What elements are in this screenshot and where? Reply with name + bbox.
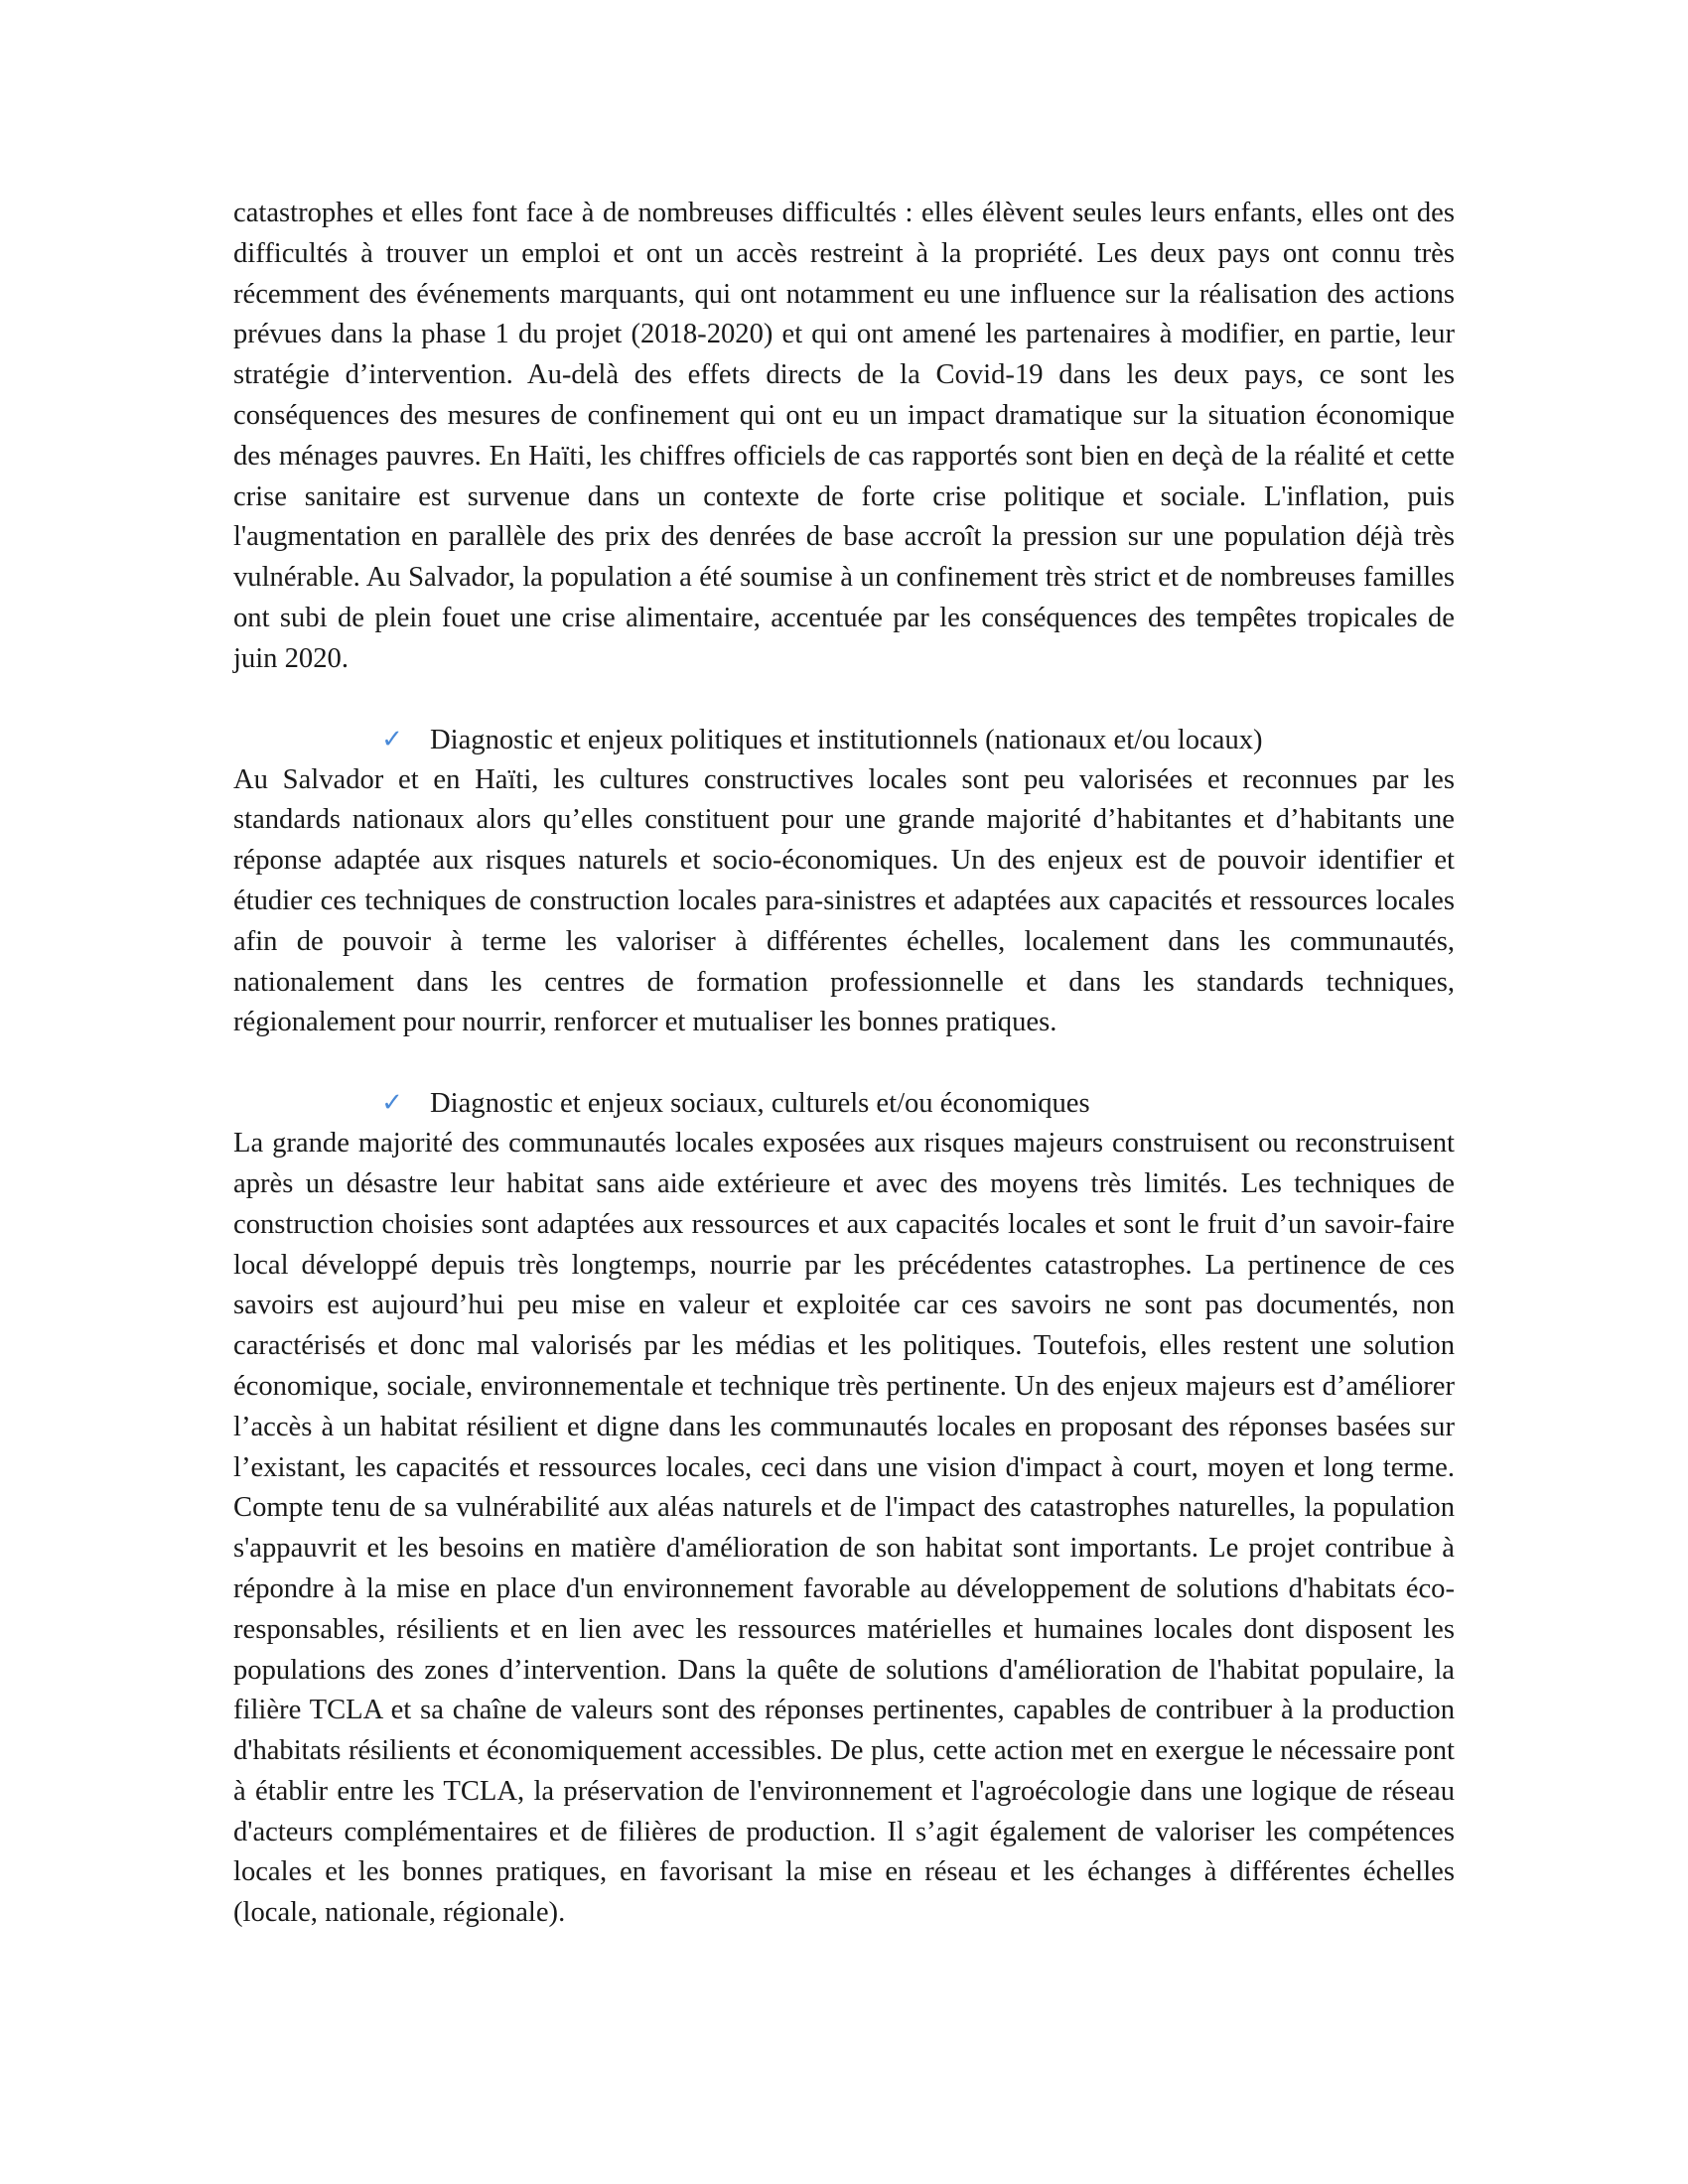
section-heading-text: Diagnostic et enjeux politiques et institutionnels (nationaux et/ou locaux) bbox=[430, 724, 1263, 755]
section-heading bbox=[233, 1083, 1455, 1124]
section-heading bbox=[233, 720, 1455, 760]
section-heading-text: Diagnostic et enjeux sociaux, culturels et/ou économiques bbox=[430, 1088, 1090, 1120]
checkmark-icon: ✓ bbox=[381, 1088, 403, 1119]
section-body-paragraph: Au Salvador et en Haïti, les cultures constructives locales sont peu valorisées et reconnues par les standards nationaux alors qu’elles constituent pour une grande majorité d’habitantes et d’habitants une réponse adaptée aux risques naturels et socio-économiques. Un des enjeux est de pouvoir identifier et étudier ces techniques de construction locales para-sinistres et adaptées aux capacités et ressources locales afin de pouvoir à terme les valoriser à différentes échelles, localement dans les communautés, nationalement dans les centres de formation professionnelle et dans les standards techniques, régionalement pour nourrir, renforcer et mutualiser les bonnes pratiques. bbox=[233, 763, 1455, 1038]
intro-paragraph: catastrophes et elles font face à de nombreuses difficultés : elles élèvent seules leurs enfants, elles ont des difficultés à trouver un emploi et ont un accès restreint à la propriété. Les deux pays ont connu très récemment des événements marquants, qui ont notamment eu une influence sur la réalisation des actions prévues dans la phase 1 du projet (2018-2020) et qui ont amené les partenaires à modifier, en partie, leur stratégie d’intervention. Au-delà des effets directs de la Covid-19 dans les deux pays, ce sont les conséquences des mesures de confinement qui ont eu un impact dramatique sur la situation économique des ménages pauvres. En Haïti, les chiffres officiels de cas rapportés sont bien en deçà de la réalité et cette crise sanitaire est survenue dans un contexte de forte crise politique et sociale. L'inflation, puis l'augmentation en parallèle des prix des denrées de base accroît la pression sur une population déjà très vulnérable. Au Salvador, la population a été soumise à un confinement très strict et de nombreuses familles ont subi de plein fouet une crise alimentaire, accentuée par les conséquences des tempêtes tropicales de juin 2020. bbox=[233, 198, 1455, 674]
section-political-institutional bbox=[233, 720, 1455, 1044]
checkmark-icon: ✓ bbox=[381, 724, 403, 754]
document-page bbox=[233, 194, 1455, 1934]
section-body-paragraph: La grande majorité des communautés locales exposées aux risques majeurs construisent ou reconstruisent après un désastre leur habitat sans aide extérieure et avec des moyens très limités. Les techniques de construction choisies sont adaptées aux ressources et aux capacités locales et sont le fruit d’un savoir-faire local développé depuis très longtemps, nourrie par les précédentes catastrophes. La pertinence de ces savoirs est aujourd’hui peu mise en valeur et exploitée car ces savoirs ne sont pas documentés, non caractérisés et donc mal valorisés par les médias et les politiques. Toutefois, elles restent une solution économique, sociale, environnementale et technique très pertinente. Un des enjeux majeurs est d’améliorer l’accès à un habitat résilient et digne dans les communautés locales en proposant des réponses basées sur l’existant, les capacités et ressources locales, ceci dans une vision d'impact à court, moyen et long terme. Compte tenu de sa vulnérabilité aux aléas naturels et de l'impact des catastrophes naturelles, la population s'appauvrit et les besoins en matière d'amélioration de son habitat sont importants. Le projet contribue à répondre à la mise en place d'un environnement favorable au développement de solutions d'habitats éco-responsables, résilients et en lien avec les ressources matérielles et humaines locales dont disposent les populations des zones d’intervention. Dans la quête de solutions d'amélioration de l'habitat populaire, la filière TCLA et sa chaîne de valeurs sont des réponses pertinentes, capables de contribuer à la production d'habitats résilients et économiquement accessibles. De plus, cette action met en exergue le nécessaire pont à établir entre les TCLA, la préservation de l'environnement et l'agroécologie dans une logique de réseau d'acteurs complémentaires et de filières de production. Il s’agit également de valoriser les compétences locales et les bonnes pratiques, en favorisant la mise en réseau et les échanges à différentes échelles (locale, nationale, régionale). bbox=[233, 1128, 1455, 1929]
section-social-cultural-economic bbox=[233, 1083, 1455, 1934]
